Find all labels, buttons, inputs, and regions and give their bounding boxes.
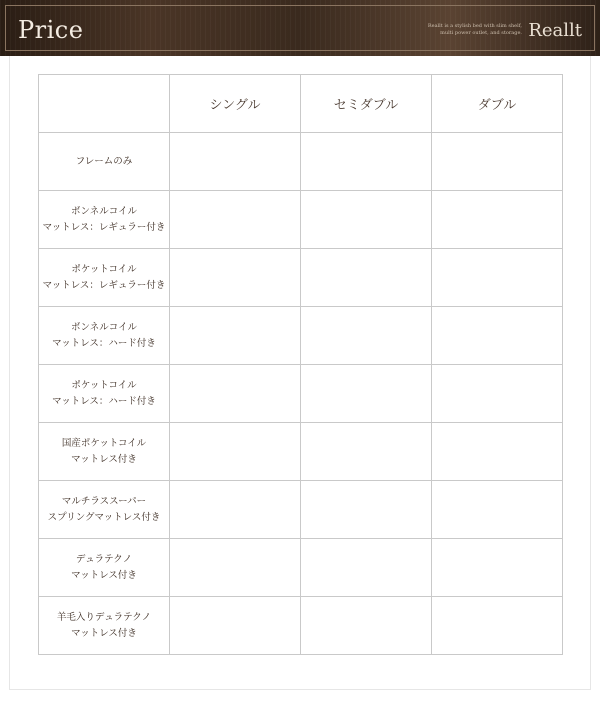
row-label-line-2: スプリングマットレス付き: [47, 511, 161, 523]
tagline-line-2: multi power outlet, and storage.: [440, 30, 522, 36]
price-cell: [432, 539, 563, 597]
header-row: [39, 75, 563, 133]
row-label-line-2: マットレス：レギュラー付き: [42, 221, 166, 233]
table-row: [39, 539, 563, 597]
price-cell: [301, 597, 432, 655]
row-label-line-1: ボンネルコイル: [71, 321, 137, 333]
price-cell: [301, 133, 432, 191]
row-label-line-1: 羊毛入りデュラテクノ: [56, 611, 152, 623]
table-row: [39, 365, 563, 423]
brand-tagline: [392, 23, 522, 37]
row-label-line-1: ボンネルコイル: [71, 205, 137, 217]
price-cell: [432, 481, 563, 539]
table-row: [39, 423, 563, 481]
price-cell: [170, 249, 301, 307]
price-cell: [301, 191, 432, 249]
row-label: [39, 133, 170, 191]
price-cell: [170, 481, 301, 539]
price-cell: [170, 191, 301, 249]
column-header-semi-double: セミダブル: [301, 75, 432, 133]
row-label-line-1: 国産ポケットコイル: [61, 437, 147, 449]
table-row: [39, 133, 563, 191]
price-cell: [432, 597, 563, 655]
price-cell: [432, 133, 563, 191]
price-cell: [170, 597, 301, 655]
row-label-line-2: マットレス付き: [71, 627, 137, 639]
price-cell: [432, 191, 563, 249]
header-banner: [0, 0, 600, 56]
row-label: [39, 423, 170, 481]
table-row: [39, 481, 563, 539]
price-table: [38, 74, 563, 655]
price-cell: [432, 249, 563, 307]
column-header-double: ダブル: [432, 75, 563, 133]
row-label: [39, 249, 170, 307]
brand-logo-text: Reallt: [528, 20, 582, 41]
row-label-line-2: マットレス付き: [71, 453, 137, 465]
page-title: Price: [18, 16, 84, 44]
price-cell: [301, 249, 432, 307]
price-cell: [170, 365, 301, 423]
row-label-line-2: マットレス：レギュラー付き: [42, 279, 166, 291]
row-label-line-1: デュラテクノ: [75, 553, 133, 565]
row-label-line-1: フレームのみ: [75, 155, 133, 167]
table-row: [39, 597, 563, 655]
row-label: [39, 191, 170, 249]
tagline-line-1: Reallt is a stylish bed with slim shelf,: [427, 23, 522, 29]
row-label: [39, 307, 170, 365]
price-cell: [170, 539, 301, 597]
price-cell: [301, 423, 432, 481]
row-label-line-1: マルチラススーパー: [61, 495, 147, 507]
table-row: [39, 249, 563, 307]
table-row: [39, 191, 563, 249]
row-label: [39, 481, 170, 539]
price-cell: [301, 481, 432, 539]
price-cell: [301, 365, 432, 423]
price-cell: [432, 365, 563, 423]
row-label-line-1: ポケットコイル: [71, 379, 137, 391]
price-cell: [432, 423, 563, 481]
row-label-line-2: マットレス付き: [71, 569, 137, 581]
price-cell: [170, 423, 301, 481]
row-label-line-2: マットレス：ハード付き: [52, 395, 156, 407]
row-label-line-1: ポケットコイル: [71, 263, 137, 275]
price-cell: [301, 539, 432, 597]
price-cell: [170, 133, 301, 191]
row-label: [39, 365, 170, 423]
price-cell: [170, 307, 301, 365]
price-cell: [301, 307, 432, 365]
column-header-single: シングル: [170, 75, 301, 133]
table-row: [39, 307, 563, 365]
row-label: [39, 597, 170, 655]
row-label-line-2: マットレス：ハード付き: [52, 337, 156, 349]
price-cell: [432, 307, 563, 365]
corner-cell: [39, 75, 170, 133]
row-label: [39, 539, 170, 597]
